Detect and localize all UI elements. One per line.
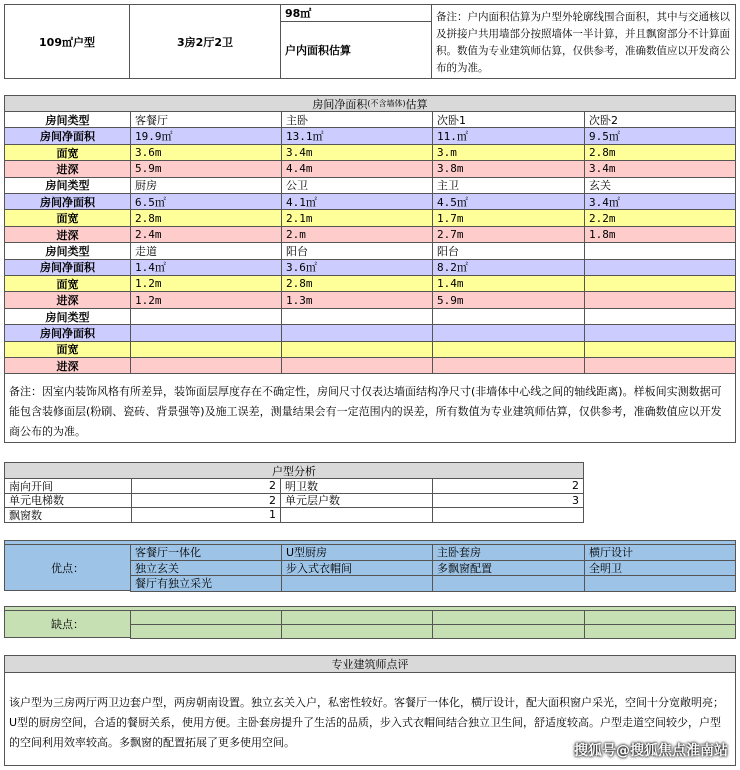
room-width-cell [432, 341, 585, 358]
area-value-cell [280, 4, 432, 22]
room-width-cell [281, 341, 433, 358]
analysis-value1-cell: 2 [131, 478, 281, 494]
room-depth-cell: 4.4m [281, 160, 433, 177]
layout-cell [129, 4, 281, 79]
room-width-cell: 2.1m [281, 209, 433, 226]
room-depth-cell [432, 357, 585, 374]
room-area-cell: 19.9㎡ [130, 127, 282, 144]
cons-label-cell [4, 610, 131, 638]
cons-item [281, 624, 433, 639]
room-type-cell: 阳台 [281, 242, 433, 259]
room-area-cell: 13.1㎡ [281, 127, 433, 144]
room-width-cell: 2.8m [130, 209, 282, 226]
room-row-label: 进深 [4, 226, 131, 243]
room-width-cell: 1.7m [432, 209, 585, 226]
room-type-cell: 主卧 [281, 111, 433, 128]
room-width-cell [130, 341, 282, 358]
room-row-label: 房间净面积 [4, 324, 131, 341]
unit-type-cell [4, 4, 130, 79]
room-width-cell: 2.8m [281, 275, 433, 292]
room-depth-cell: 3.4m [584, 160, 736, 177]
room-depth-cell: 2.7m [432, 226, 585, 243]
room-row-label: 房间净面积 [4, 259, 131, 276]
room-row-label: 房间类型 [4, 111, 131, 128]
analysis-label2-cell: 明卫数 [280, 478, 433, 494]
room-note: 备注：因室内装饰风格有所差异，装饰面层厚度存在不确定性，房间尺寸仅表达墙面结构净尺寸(非墙体中心线之间的轴线距离)。样板间实测数据可能包含装修面层(粉刷、瓷砖、背景强等)及施工误差，测量结果会有一定范围内的误差，所有数值为专业建筑师估算，仅供参考，准确数值应以开发商公布的为准。 [4, 373, 736, 443]
pros-item: 主卧套房 [432, 544, 585, 561]
room-area-cell: 4.1㎡ [281, 193, 433, 210]
room-type-cell [584, 242, 736, 259]
room-type-cell: 厨房 [130, 177, 282, 194]
room-depth-cell [130, 357, 282, 374]
room-type-cell: 客餐厅 [130, 111, 282, 128]
analysis-value2-cell: 3 [432, 493, 584, 509]
analysis-label1-cell: 单元电梯数 [4, 493, 132, 509]
room-width-cell: 2.8m [584, 144, 736, 161]
room-area-cell [584, 324, 736, 341]
room-row-label: 面宽 [4, 209, 131, 226]
room-width-cell: 3.4m [281, 144, 433, 161]
pros-label: 优点： [51, 561, 84, 575]
room-type-cell: 公卫 [281, 177, 433, 194]
room-row-label: 面宽 [4, 275, 131, 292]
review-title-text: 专业建筑师点评 [331, 658, 409, 671]
cons-item [432, 624, 585, 639]
room-depth-cell: 1.8m [584, 226, 736, 243]
room-title-suffix: 估算 [405, 97, 428, 111]
room-depth-cell: 3.8m [432, 160, 585, 177]
room-row-label: 房间类型 [4, 177, 131, 194]
cons-item [281, 610, 433, 625]
analysis-title [4, 462, 584, 479]
review-title [4, 655, 736, 673]
pros-item [281, 575, 433, 592]
room-depth-cell: 5.9m [130, 160, 282, 177]
room-width-cell [584, 341, 736, 358]
analysis-label2-cell [280, 507, 433, 523]
room-width-cell: 3.m [432, 144, 585, 161]
cons-item [432, 610, 585, 625]
room-section-title [4, 95, 736, 112]
header-note: 备注：户内面积估算为户型外轮廓线围合面积，其中与交通核以及拼接户共用墙部分按照墙体一半计算，并且飘窗部分不计算面积。数值为专业建筑师估算，仅供参考，准确数值应以开发商公布的为准。 [431, 4, 736, 79]
room-depth-cell [281, 357, 433, 374]
room-row-label: 进深 [4, 291, 131, 308]
room-width-cell: 1.4m [432, 275, 585, 292]
cons-item [584, 624, 736, 639]
room-depth-cell: 1.2m [130, 291, 282, 308]
room-area-cell [130, 324, 282, 341]
room-type-cell [281, 308, 433, 325]
pros-item: 多飘窗配置 [432, 560, 585, 577]
room-depth-cell: 1.3m [281, 291, 433, 308]
pros-item [584, 575, 736, 592]
area-label-cell [280, 21, 432, 79]
room-row-label: 房间类型 [4, 308, 131, 325]
review-text: 该户型为三房两厅两卫边套户型，两房朝南设置。独立玄关入户，私密性较好。客餐厅一体化，横厅设计，配大面积窗户采光，空间十分宽敞明亮；U型的厨房空间，合适的餐厨关系，使用方便。主卧套房提升了生活的品质，步入式衣帽间结合独立卫生间，舒适度较高。户型走道空间较少，户型的空间利用效率较高。多飘窗的配置拓展了更多使用空间。 [4, 672, 736, 766]
watermark: 搜狐号@搜狐焦点淮南站 [574, 743, 728, 759]
room-width-cell: 3.6m [130, 144, 282, 161]
room-row-label: 面宽 [4, 341, 131, 358]
analysis-title-text: 户型分析 [272, 464, 316, 478]
cons-item [584, 610, 736, 625]
pros-item: 全明卫 [584, 560, 736, 577]
analysis-value2-cell [432, 507, 584, 523]
room-depth-cell: 2.m [281, 226, 433, 243]
room-area-cell: 11.㎡ [432, 127, 585, 144]
analysis-label1-cell: 飘窗数 [4, 507, 132, 523]
room-width-cell [584, 275, 736, 292]
room-type-cell: 主卫 [432, 177, 585, 194]
room-depth-cell: 2.4m [130, 226, 282, 243]
area-value: 98㎡ [285, 7, 312, 20]
room-area-cell: 1.4㎡ [130, 259, 282, 276]
room-row-label: 房间净面积 [4, 193, 131, 210]
analysis-value1-cell: 2 [131, 493, 281, 509]
cons-label: 缺点： [51, 618, 84, 631]
room-width-cell: 2.2m [584, 209, 736, 226]
room-type-cell [584, 308, 736, 325]
room-type-cell: 次卧2 [584, 111, 736, 128]
analysis-value1-cell: 1 [131, 507, 281, 523]
room-depth-cell [584, 357, 736, 374]
pros-item: 餐厅有独立采光 [130, 575, 282, 592]
room-type-cell [130, 308, 282, 325]
room-depth-cell: 5.9m [432, 291, 585, 308]
room-row-label: 房间类型 [4, 242, 131, 259]
room-row-label: 房间净面积 [4, 127, 131, 144]
room-width-cell: 1.2m [130, 275, 282, 292]
analysis-value2-cell: 2 [432, 478, 584, 494]
room-type-cell: 次卧1 [432, 111, 585, 128]
pros-item: 独立玄关 [130, 560, 282, 577]
room-area-cell: 3.6㎡ [281, 259, 433, 276]
pros-item: 步入式衣帽间 [281, 560, 433, 577]
analysis-label2-cell: 单元层户数 [280, 493, 433, 509]
room-area-cell: 8.2㎡ [432, 259, 585, 276]
room-depth-cell [584, 291, 736, 308]
room-area-cell: 9.5㎡ [584, 127, 736, 144]
room-area-cell [281, 324, 433, 341]
cons-item [130, 610, 282, 625]
area-label: 户内面积估算 [285, 44, 351, 57]
room-type-cell: 玄关 [584, 177, 736, 194]
room-area-cell: 3.4㎡ [584, 193, 736, 210]
pros-label-cell [4, 544, 131, 591]
room-title-small: (不含墙体) [367, 99, 406, 108]
room-area-cell [584, 259, 736, 276]
pros-item: 客餐厅一体化 [130, 544, 282, 561]
analysis-label1-cell: 南向开间 [4, 478, 132, 494]
room-type-cell: 阳台 [432, 242, 585, 259]
room-row-label: 进深 [4, 357, 131, 374]
room-area-cell [432, 324, 585, 341]
room-area-cell: 4.5㎡ [432, 193, 585, 210]
room-title-main: 房间净面积 [312, 97, 368, 111]
pros-item: 横厅设计 [584, 544, 736, 561]
pros-item [432, 575, 585, 592]
pros-item: U型厨房 [281, 544, 433, 561]
room-type-cell [432, 308, 585, 325]
room-area-cell: 6.5㎡ [130, 193, 282, 210]
room-row-label: 进深 [4, 160, 131, 177]
room-type-cell: 走道 [130, 242, 282, 259]
room-row-label: 面宽 [4, 144, 131, 161]
cons-item [130, 624, 282, 639]
layout: 3房2厅2卫 [177, 35, 233, 49]
unit-type: 109㎡户型 [39, 35, 95, 49]
